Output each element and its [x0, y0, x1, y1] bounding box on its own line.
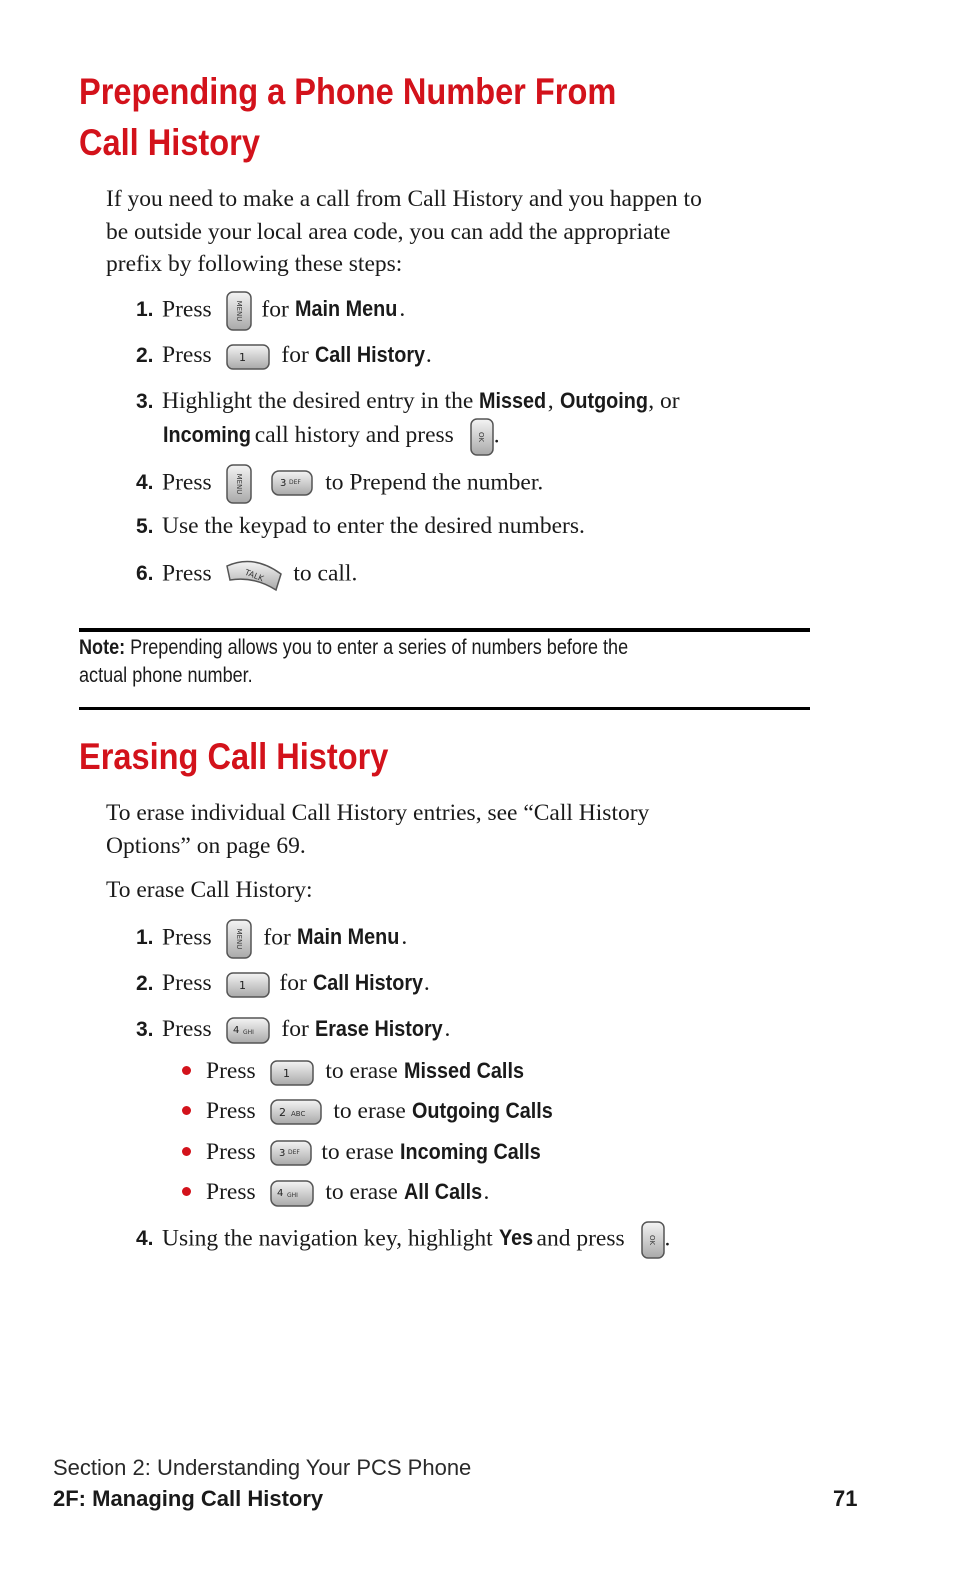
key-1-icon [270, 1060, 314, 1086]
note-label: Note: [79, 636, 126, 659]
svg-text:3: 3 [278, 1147, 285, 1159]
prepend-step-3: 3. Highlight the desired entry in the Missed, Outgoing, or Incoming call history and press OK . [136, 384, 836, 456]
talk-key-icon [224, 556, 284, 594]
erase-bullet-outgoing: Press 2 ABC to erase Outgoing Calls [182, 1095, 568, 1127]
section-title-prepending: Prepending a Phone Number From Call History [79, 71, 617, 163]
prepend-step-5: 5. Use the keypad to enter the desired numbers. [136, 513, 585, 539]
svg-text:TALK: TALK [242, 567, 265, 584]
footer-chapter-label: 2F: Managing Call History [53, 1486, 324, 1511]
svg-text:ABC: ABC [290, 1109, 305, 1118]
key-3-icon [271, 470, 313, 498]
key-1-icon [226, 972, 270, 998]
note-block: Note: Prepending allows you to enter a series of numbers before the actual phone number. [79, 636, 629, 687]
svg-text:1: 1 [238, 350, 246, 364]
note-text: Prepending allows you to enter a series of numbers before the [130, 636, 629, 659]
bullet-dot [182, 1066, 191, 1075]
svg-text:4: 4 [276, 1187, 283, 1199]
page-number: 71 [833, 1486, 858, 1511]
erase-bullet-incoming: Press 3 DEF to erase Incoming Calls [182, 1136, 556, 1168]
svg-text:1: 1 [282, 1066, 290, 1080]
erase-step-4: 4. Using the navigation key, highlight Yes and press OK . [136, 1221, 836, 1259]
ok-key-icon [470, 418, 494, 456]
svg-text:OK: OK [647, 1234, 656, 1246]
key-1-icon [226, 344, 270, 370]
svg-text:OK: OK [476, 431, 485, 443]
erase-step-2: 2. Press 1 for Call History. [136, 970, 430, 996]
erase-intro-2: To erase Call History: [106, 877, 313, 903]
prepend-step-6: 6. Press TALK to call. [136, 556, 836, 594]
svg-text:GHI: GHI [242, 1028, 254, 1036]
erase-step-3: 3. Press 4 GHI for Erase History. [136, 1012, 836, 1046]
key-4-icon [270, 1180, 314, 1208]
svg-text:MENU: MENU [234, 300, 243, 322]
note-bottom-rule [79, 707, 810, 710]
erase-bullet-missed: Press 1 to erase Missed Calls [182, 1055, 537, 1087]
menu-key-icon [226, 291, 252, 331]
prepend-step-2: 2. Press 1 for Call History. [136, 342, 432, 368]
bullet-dot [182, 1147, 191, 1156]
bullet-dot [182, 1106, 191, 1115]
svg-text:MENU: MENU [234, 473, 243, 495]
svg-text:DEF: DEF [289, 479, 302, 486]
section-title-erasing: Erasing Call History [79, 736, 389, 777]
erase-intro: To erase individual Call History entries, see “Call History Options” on page 69. [106, 800, 650, 859]
svg-text:GHI: GHI [286, 1191, 298, 1199]
prepend-intro: If you need to make a call from Call History and you happen to be outside your local area code, you can add the appropriate prefix by following these steps: [106, 186, 702, 277]
erase-bullet-all: Press 4 GHI to erase All Calls. [182, 1176, 489, 1208]
svg-text:4: 4 [232, 1024, 239, 1036]
note-top-rule [79, 628, 810, 632]
menu-key-icon [226, 919, 252, 959]
svg-text:DEF: DEF [287, 1148, 300, 1156]
prepend-step-4: 4. Press MENU 3 DEF to Prepend the number. [136, 464, 836, 504]
key-3-icon [270, 1140, 312, 1168]
bullet-dot [182, 1187, 191, 1196]
svg-text:3: 3 [280, 478, 287, 489]
key-2-icon [270, 1099, 322, 1127]
ok-key-icon [641, 1221, 665, 1259]
erase-step-1: 1. Press MENU for Main Menu . [136, 919, 836, 959]
svg-text:2: 2 [278, 1105, 286, 1119]
svg-text:1: 1 [238, 978, 246, 992]
prepend-step-1: 1. Press MENU for Main Menu . [136, 291, 836, 331]
key-4-icon [226, 1017, 270, 1045]
footer-section-label: Section 2: Understanding Your PCS Phone [53, 1455, 472, 1480]
svg-text:MENU: MENU [234, 928, 243, 950]
menu-key-icon [226, 464, 252, 504]
